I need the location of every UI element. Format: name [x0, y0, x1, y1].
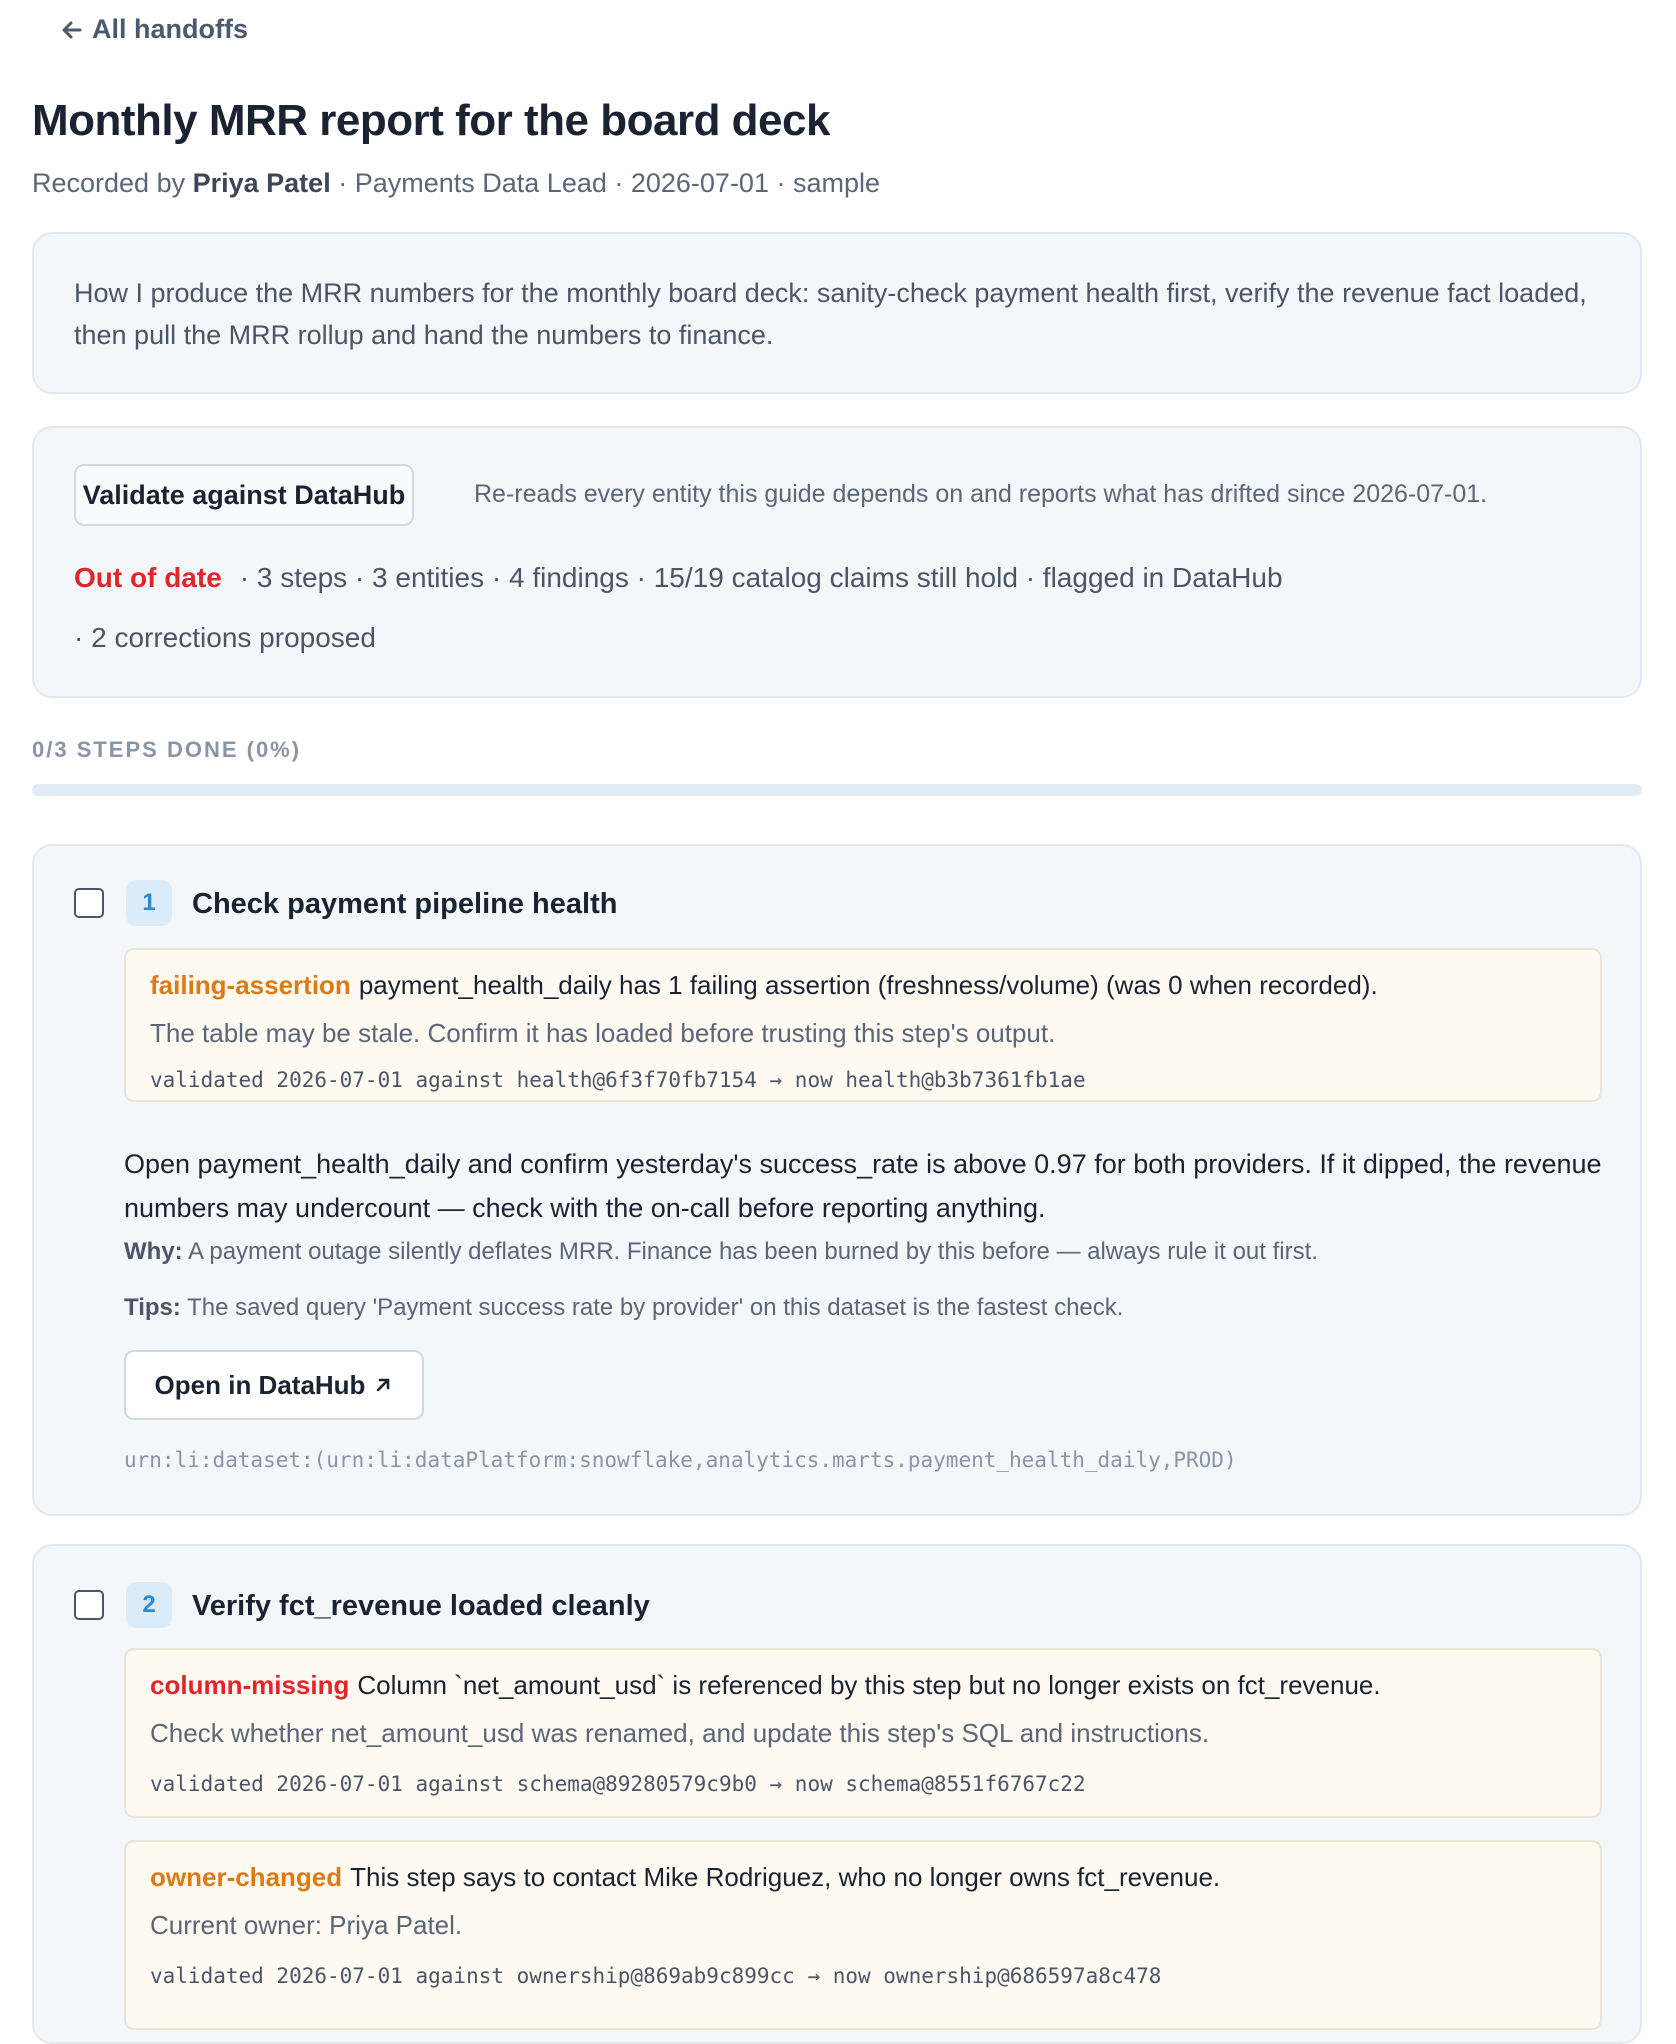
step-tips	[124, 1294, 1123, 1322]
validate-against-datahub-button[interactable]: Validate against DataHub	[74, 464, 414, 526]
finding-hint: Check whether net_amount_usd was renamed, and update this step's SQL and instructions.	[150, 1718, 1210, 1748]
tips-label: Tips:	[124, 1294, 181, 1321]
finding-hint: Current owner: Priya Patel.	[150, 1910, 463, 1940]
finding-message-line	[150, 1670, 1381, 1701]
handoff-summary-card	[32, 232, 1642, 394]
handoff-summary-text: How I produce the MRR numbers for the monthly board deck: sanity-check payment health first, verify the revenue fact loaded, then pull the MRR rollup and hand the numbers to finance.	[74, 278, 1587, 350]
progress-bar	[32, 784, 1642, 796]
finding-message-line	[150, 1862, 1220, 1893]
finding-tag: column-missing	[150, 1670, 350, 1700]
finding-hint: The table may be stale. Confirm it has loaded before trusting this step's output.	[150, 1018, 1056, 1048]
step-number-badge: 1	[126, 880, 172, 926]
finding-validation-ref: validated 2026-07-01 against health@6f3f70fb7154 → now health@b3b7361fb1ae	[150, 1068, 1086, 1092]
tips-text: The saved query 'Payment success rate by provider' on this dataset is the fastest check.	[187, 1294, 1124, 1321]
finding-validation-ref: validated 2026-07-01 against schema@89280579c9b0 → now schema@8551f6767c22	[150, 1772, 1086, 1796]
why-text: A payment outage silently deflates MRR. Finance has been burned by this before — always rule it out first.	[188, 1238, 1318, 1265]
page-title: Monthly MRR report for the board deck	[32, 96, 830, 145]
finding-message: This step says to contact Mike Rodriguez, who no longer owns fct_revenue.	[350, 1862, 1221, 1892]
step-done-checkbox[interactable]	[74, 888, 104, 918]
back-to-all-handoffs-link[interactable]	[60, 14, 248, 45]
finding-tag: failing-assertion	[150, 970, 351, 1000]
arrow-up-right-icon	[373, 1375, 393, 1395]
finding-message-line	[150, 970, 1378, 1001]
finding-message: payment_health_daily has 1 failing assertion (freshness/volume) (was 0 when recorded).	[358, 970, 1378, 1000]
step-number-badge: 2	[126, 1582, 172, 1628]
finding-validation-ref: validated 2026-07-01 against ownership@869ab9c899cc → now ownership@686597a8c478	[150, 1964, 1162, 1988]
step-title: Verify fct_revenue loaded cleanly	[192, 1590, 650, 1622]
status-details: · 3 steps · 3 entities · 4 findings · 15/19 catalog claims still hold · flagged in DataHub	[239, 562, 1283, 593]
validation-card	[32, 426, 1642, 698]
validation-status-line	[74, 562, 1283, 594]
finding-callout	[124, 1648, 1602, 1818]
step-title: Check payment pipeline health	[192, 888, 618, 920]
step-why	[124, 1238, 1318, 1266]
validation-status-line-2: · 2 corrections proposed	[74, 622, 376, 653]
author-name: Priya Patel	[192, 168, 331, 198]
finding-message: Column `net_amount_usd` is referenced by this step but no longer exists on fct_revenue.	[357, 1670, 1381, 1700]
finding-callout	[124, 1840, 1602, 2030]
progress-label: 0/3 STEPS DONE (0%)	[32, 737, 302, 762]
step-instruction: Open payment_health_daily and confirm yesterday's success_rate is above 0.97 for both providers. If it dipped, the revenue numbers may undercount — check with the on-call before reporting anything.	[124, 1149, 1602, 1223]
byline-details: · Payments Data Lead · 2026-07-01 · sample	[338, 168, 880, 198]
dataset-urn: urn:li:dataset:(urn:li:dataPlatform:snowflake,analytics.marts.payment_health_daily,PROD)	[124, 1448, 1237, 1472]
open-in-datahub-label: Open in DataHub	[154, 1369, 366, 1400]
step-done-checkbox[interactable]	[74, 1590, 104, 1620]
back-link-label: All handoffs	[92, 14, 248, 44]
step-card	[32, 844, 1642, 1516]
finding-callout	[124, 948, 1602, 1102]
byline	[32, 168, 880, 199]
finding-tag: owner-changed	[150, 1862, 343, 1892]
validation-note: Re-reads every entity this guide depends on and reports what has drifted since 2026-07-01.	[474, 480, 1488, 508]
open-in-datahub-button[interactable]	[124, 1350, 424, 1420]
byline-prefix: Recorded by	[32, 168, 186, 198]
step-card	[32, 1544, 1642, 2044]
arrow-left-icon	[60, 18, 84, 42]
status-badge: Out of date	[74, 562, 222, 593]
why-label: Why:	[124, 1238, 183, 1265]
